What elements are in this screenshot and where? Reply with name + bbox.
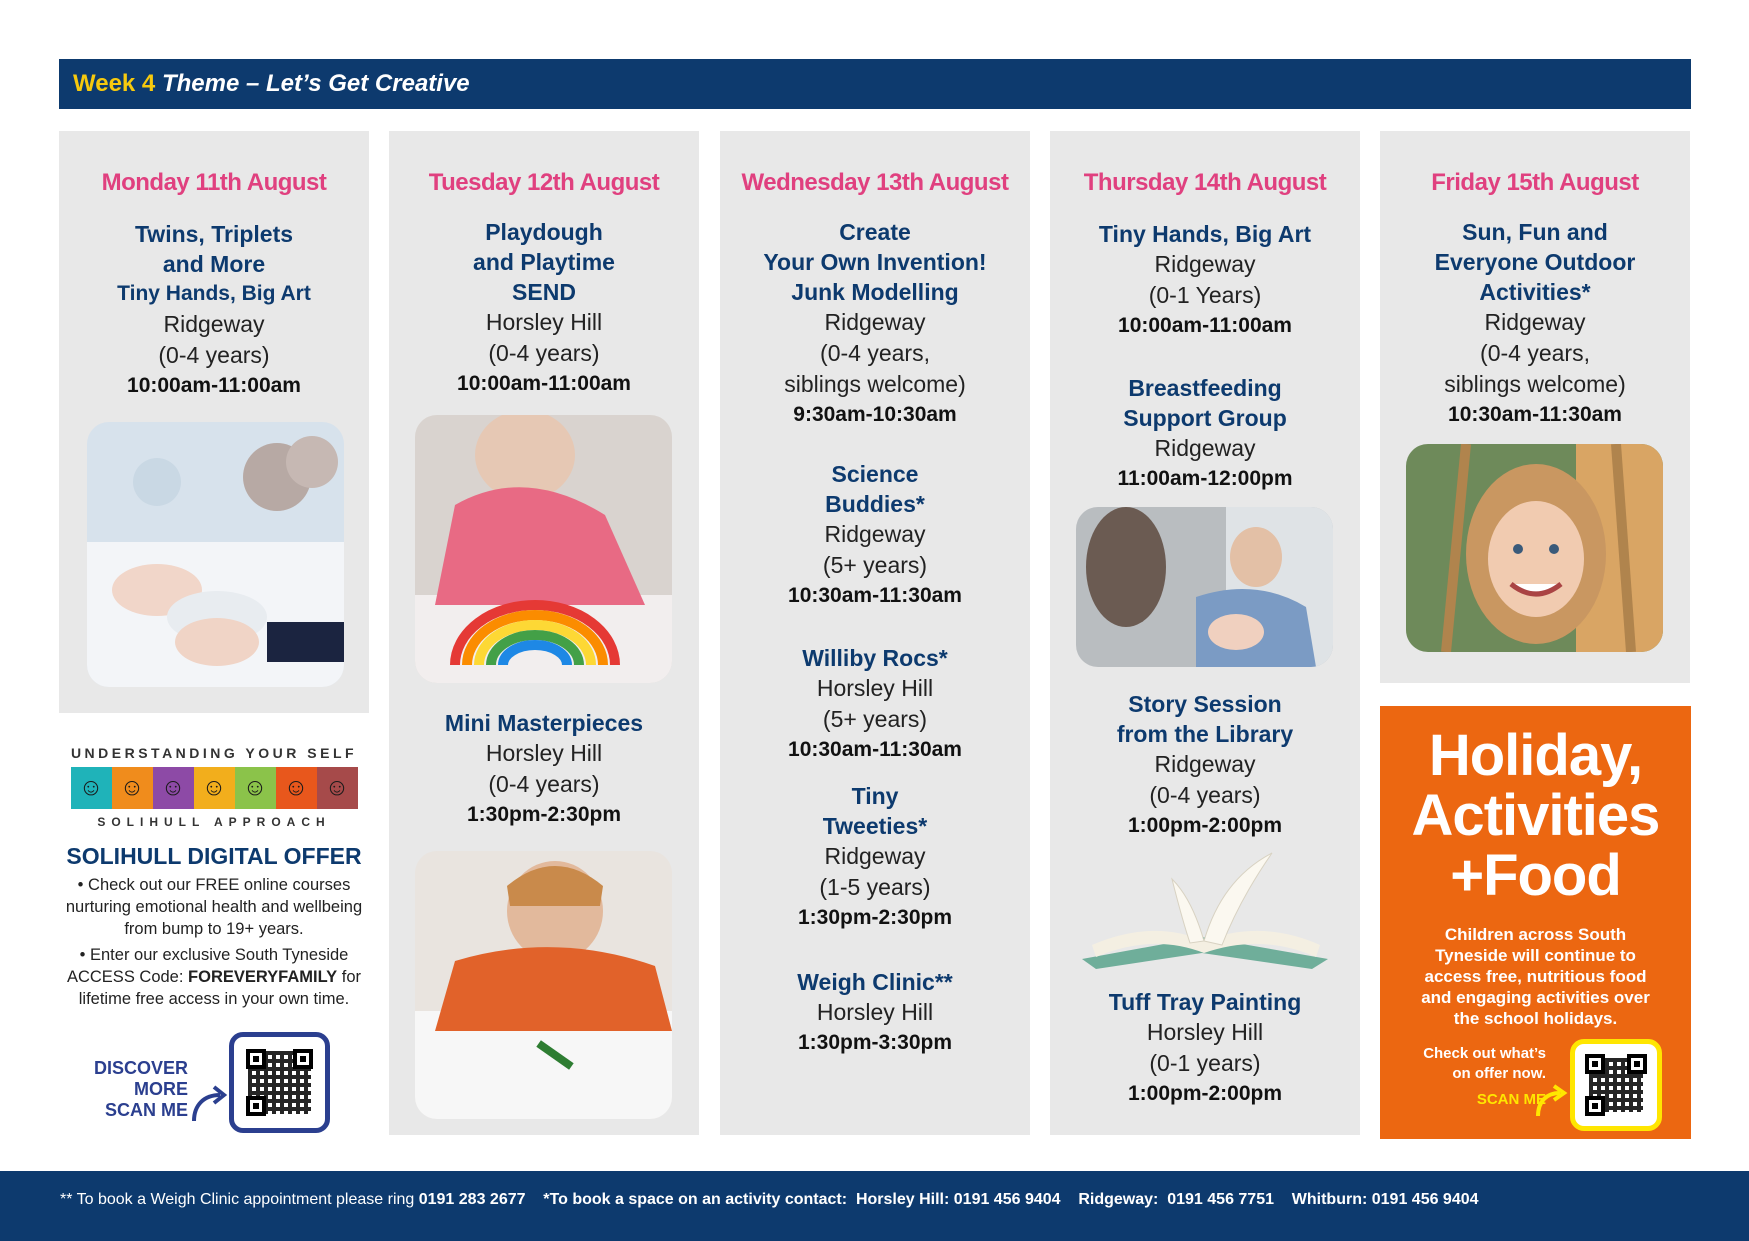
day-title: Friday 15th August — [1431, 169, 1639, 196]
weigh-clinic-label: ** To book a Weigh Clinic appointment please ring — [60, 1191, 419, 1208]
event-title: Create — [839, 219, 911, 245]
event-ages: (1-5 years) — [819, 874, 931, 900]
event-location: Ridgeway — [1154, 751, 1256, 777]
solihull-offer — [59, 745, 369, 1010]
event-location: Horsley Hill — [816, 675, 934, 701]
face-icon: ☺ — [112, 767, 153, 809]
event-title: Williby Rocs* — [802, 645, 948, 671]
event-ages: siblings welcome) — [1444, 371, 1626, 397]
playdough-photo — [415, 415, 672, 683]
solihull-qr-code[interactable] — [229, 1032, 330, 1133]
event-ages: (0-1 years) — [1149, 1050, 1261, 1076]
haf-logo: Holiday, Activities +Food — [1411, 723, 1660, 908]
curved-arrow-icon — [1534, 1084, 1568, 1120]
week-theme-banner — [59, 59, 1691, 109]
holiday-activities-food-panel — [1380, 706, 1691, 1139]
drawing-child-photo — [415, 851, 672, 1119]
event-time: 11:00am-12:00pm — [1117, 467, 1293, 490]
solihull-faces — [59, 767, 369, 809]
breastfeeding-photo — [1076, 507, 1333, 667]
day-title: Wednesday 13th August — [741, 169, 1009, 196]
event-ages: (0-4 years) — [1149, 782, 1261, 808]
twins-photo — [87, 422, 344, 687]
solihull-offer-title: SOLIHULL DIGITAL OFFER — [66, 843, 362, 869]
event-time: 10:30am-11:30am — [1448, 403, 1622, 426]
access-code: FOREVERYFAMILY — [188, 968, 338, 986]
event-ages: (0-1 Years) — [1148, 282, 1262, 308]
event-title: Activities* — [1479, 279, 1591, 305]
event-ages: (0-4 years) — [488, 340, 600, 366]
event-location: Ridgeway — [824, 521, 926, 547]
event-time: 10:00am-11:00am — [1118, 314, 1292, 337]
event-title: Your Own Invention! — [763, 249, 987, 275]
face-icon: ☺ — [153, 767, 194, 809]
event-title: Buddies* — [825, 491, 925, 517]
girl-swing-photo — [1406, 444, 1663, 652]
booking-footer — [0, 1171, 1749, 1241]
event-time: 1:00pm-2:00pm — [1127, 814, 1283, 837]
solihull-heading: UNDERSTANDING YOUR SELF — [70, 745, 358, 761]
event-location: Horsley Hill — [485, 740, 603, 766]
event-title: Tiny — [851, 783, 899, 809]
event-title: and More — [162, 251, 266, 277]
wednesday-column — [720, 131, 1030, 1135]
event-time: 10:00am-11:00am — [127, 374, 301, 397]
event-location: Ridgeway — [1154, 435, 1256, 461]
open-book-icon — [1072, 849, 1338, 977]
event-ages: (0-4 years) — [488, 771, 600, 797]
event-ages: (5+ years) — [822, 706, 928, 732]
event-time: 10:00am-11:00am — [457, 372, 631, 395]
event-time: 1:30pm-2:30pm — [466, 803, 622, 826]
event-ages: (0-4 years, — [820, 340, 930, 366]
event-time: 10:30am-11:30am — [788, 584, 962, 607]
event-location: Ridgeway — [824, 843, 926, 869]
event-location: Horsley Hill — [485, 309, 603, 335]
event-title: Everyone Outdoor — [1434, 249, 1636, 275]
event-time: 1:30pm-3:30pm — [797, 1031, 953, 1054]
day-title: Thursday 14th August — [1083, 169, 1327, 196]
day-title: Monday 11th August — [101, 169, 327, 196]
event-ages: (5+ years) — [822, 552, 928, 578]
event-location: Ridgeway — [824, 309, 926, 335]
thursday-column — [1050, 131, 1360, 1135]
face-icon: ☺ — [71, 767, 112, 809]
haf-cta: Check out what’s on offer now. SCAN ME — [1423, 1045, 1546, 1108]
event-location: Horsley Hill — [816, 999, 934, 1025]
event-title: SEND — [512, 279, 576, 305]
event-location: Horsley Hill — [1146, 1019, 1264, 1045]
curved-arrow-icon — [190, 1085, 228, 1125]
event-title: from the Library — [1116, 721, 1294, 747]
event-title: Playdough — [485, 219, 603, 245]
event-title: Sun, Fun and — [1462, 219, 1608, 245]
event-title: Tiny Hands, Big Art — [1098, 221, 1312, 247]
event-title: Weigh Clinic** — [797, 969, 953, 995]
event-title: Support Group — [1123, 405, 1287, 431]
face-icon: ☺ — [194, 767, 235, 809]
weigh-clinic-phone[interactable]: 0191 283 2677 — [418, 1191, 526, 1208]
event-subtitle: Tiny Hands, Big Art — [117, 282, 311, 305]
event-ages: (0-4 years, — [1480, 340, 1590, 366]
event-location: Ridgeway — [1484, 309, 1586, 335]
event-title: Breastfeeding — [1128, 375, 1282, 401]
event-time: 10:30am-11:30am — [788, 738, 962, 761]
event-ages: siblings welcome) — [784, 371, 966, 397]
friday-column — [1380, 131, 1690, 683]
solihull-bullet-1: • Check out our FREE online courses nurturing emotional health and wellbeing from bump to 19+ years. — [65, 876, 363, 938]
event-title: Tweeties* — [822, 813, 928, 839]
event-title: Story Session — [1128, 691, 1282, 717]
tuesday-column — [389, 131, 699, 1135]
event-title: and Playtime — [473, 249, 615, 275]
event-time: 1:30pm-2:30pm — [797, 906, 953, 929]
theme-label: Theme – Let’s Get Creative — [161, 70, 470, 97]
discover-more-label: DISCOVER MORE SCAN ME — [93, 1058, 188, 1120]
event-title: Tuff Tray Painting — [1108, 989, 1302, 1015]
booking-contacts: *To book a space on an activity contact: Horsley Hill: 0191 456 9404 Ridgeway: 0191 456 7751 Whitburn: 0191 456 9404 — [543, 1191, 1479, 1208]
face-icon: ☺ — [317, 767, 358, 809]
event-time: 1:00pm-2:00pm — [1127, 1082, 1283, 1105]
face-icon: ☺ — [235, 767, 276, 809]
face-icon: ☺ — [276, 767, 317, 809]
haf-description: Children across South Tyneside will continue to access free, nutritious food and engaging activities over the school holidays. — [1421, 925, 1650, 1028]
solihull-bullet-2: • Enter our exclusive South Tyneside ACCESS Code: FOREVERYFAMILY for lifetime free access in your own time. — [66, 946, 362, 1008]
event-title: Twins, Triplets — [134, 221, 294, 247]
day-title: Tuesday 12th August — [428, 169, 660, 196]
event-title: Junk Modelling — [791, 279, 959, 305]
event-location: Ridgeway — [163, 311, 265, 337]
event-title: Science — [831, 461, 919, 487]
event-location: Ridgeway — [1154, 251, 1256, 277]
week-label: Week 4 — [73, 70, 156, 97]
haf-qr-code[interactable] — [1570, 1039, 1662, 1131]
event-time: 9:30am-10:30am — [793, 403, 957, 426]
event-ages: (0-4 years) — [158, 342, 270, 368]
monday-column — [59, 131, 369, 713]
solihull-subheading: SOLIHULL APPROACH — [97, 815, 331, 829]
event-title: Mini Masterpieces — [444, 710, 644, 736]
